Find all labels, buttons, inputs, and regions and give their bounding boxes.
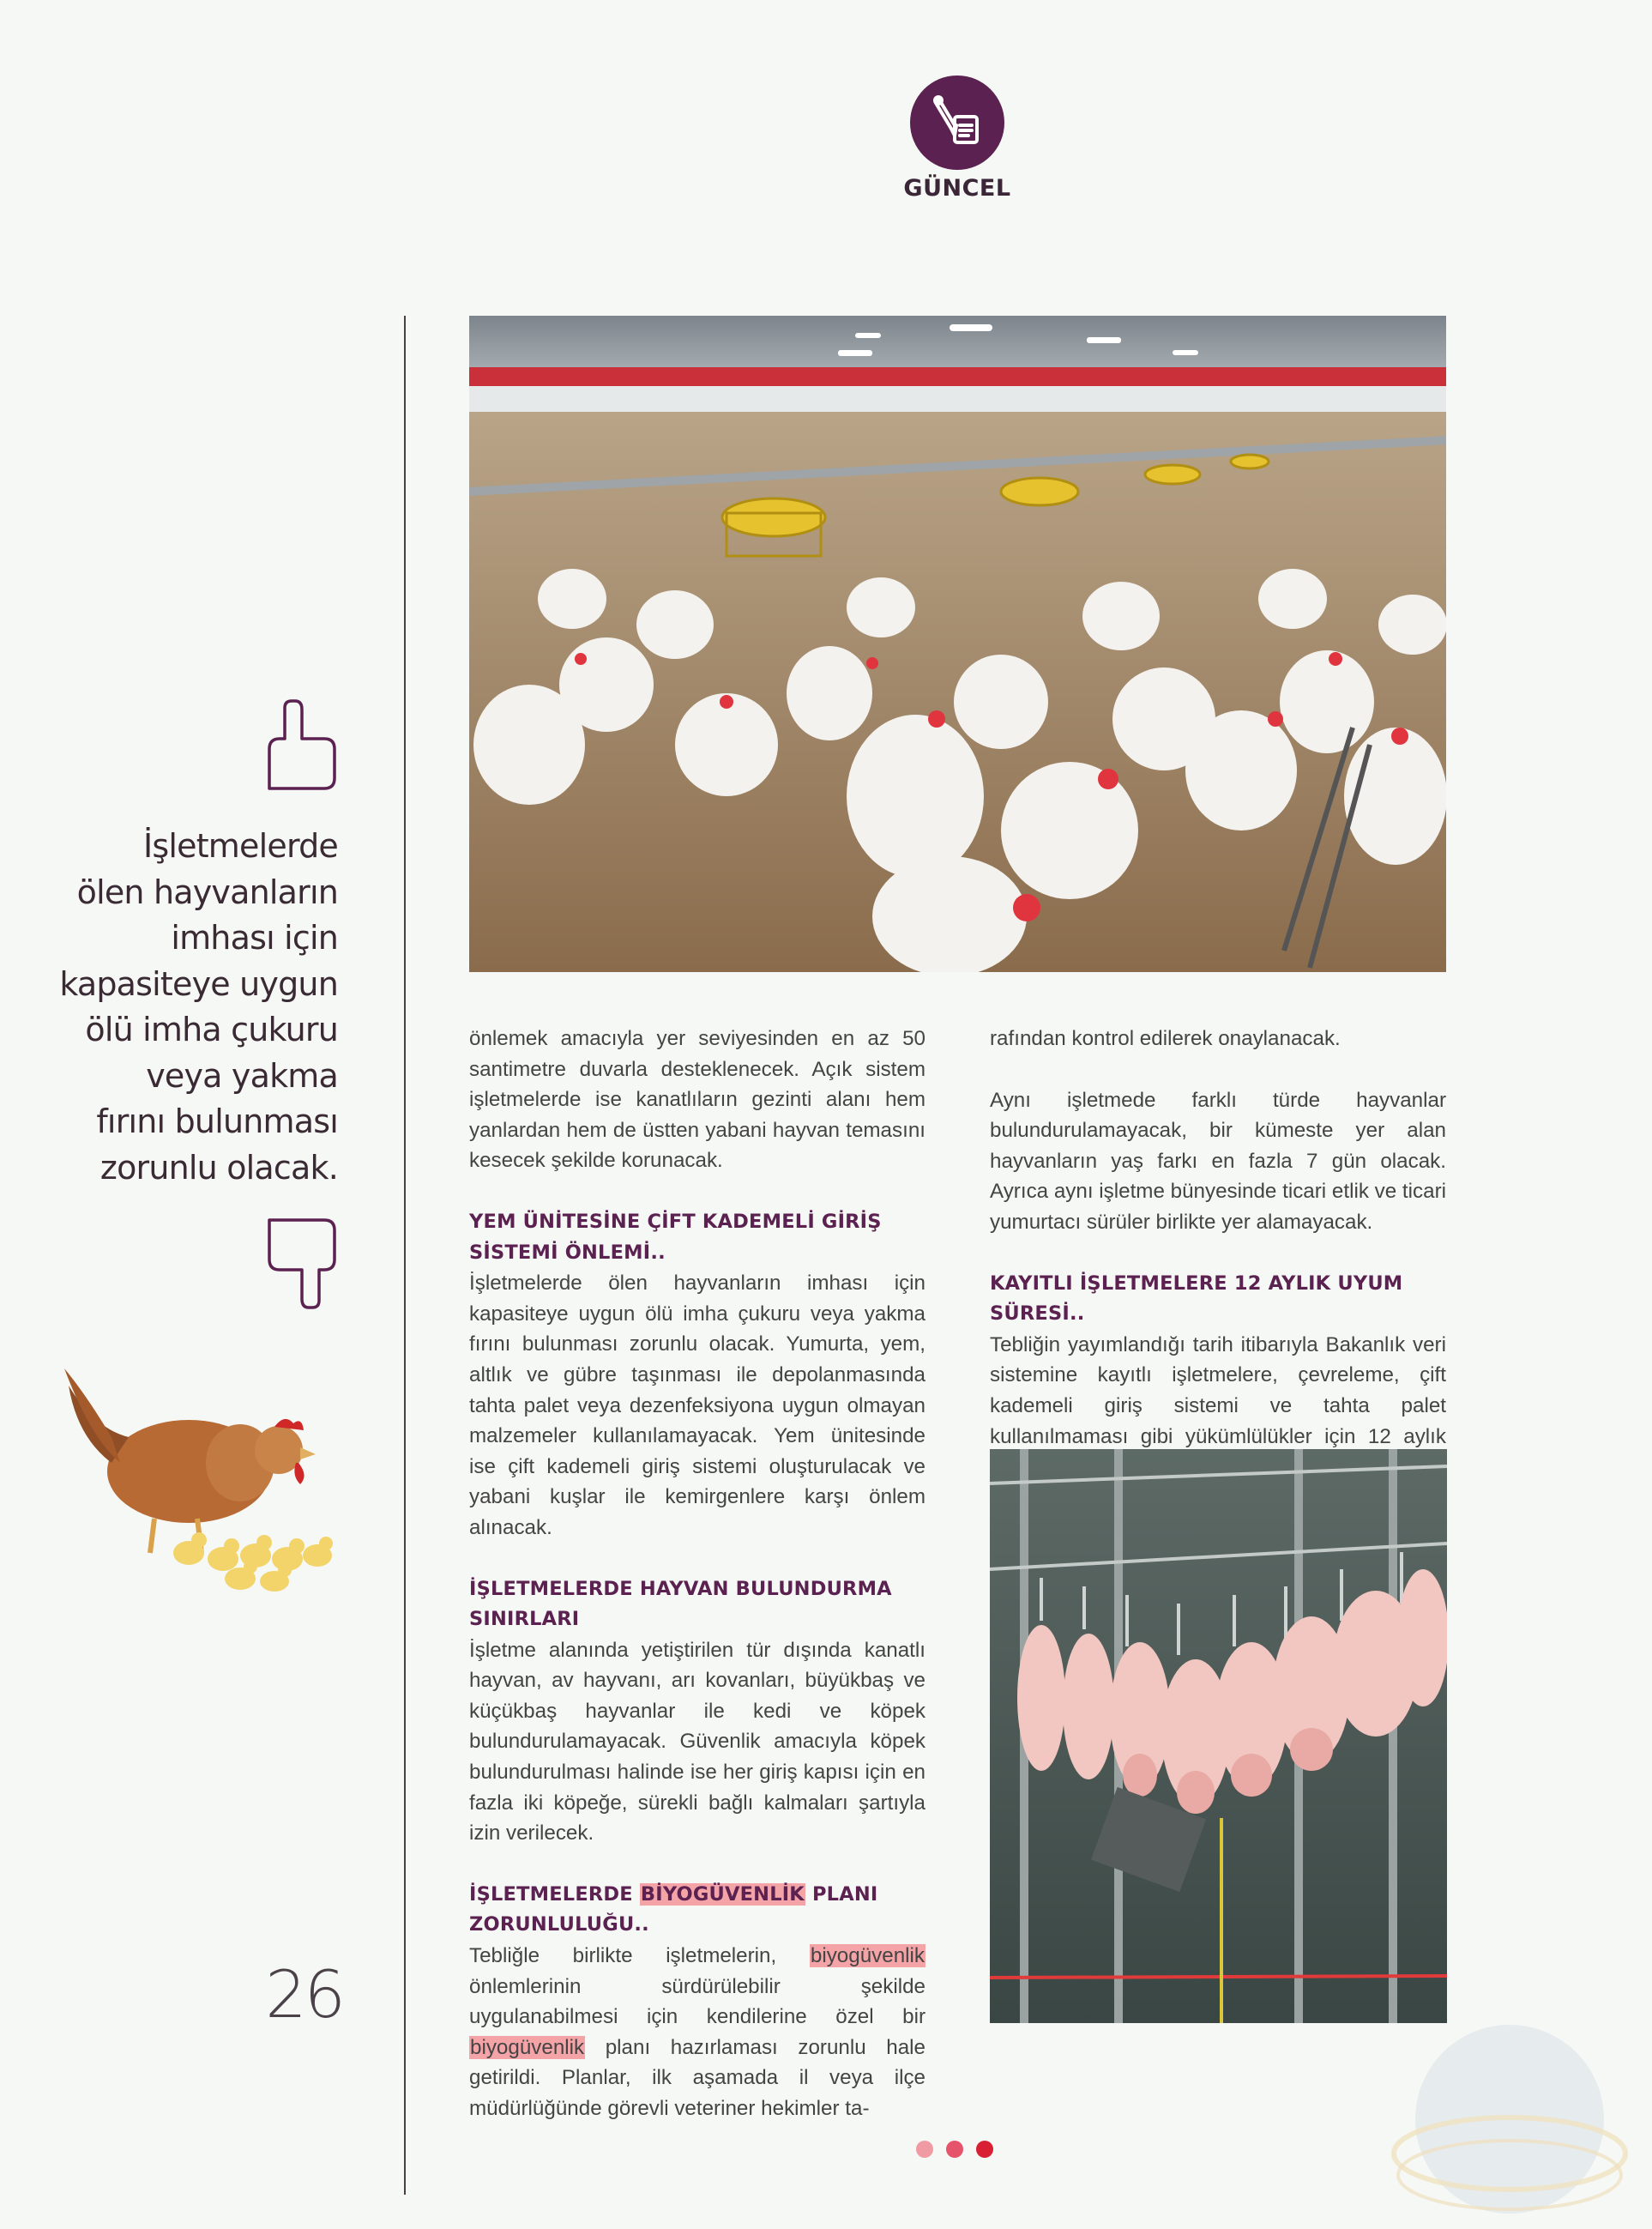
text-run: Tebliğle birlikte işletmelerin, bbox=[469, 1944, 810, 1968]
subheading bbox=[469, 1880, 925, 1941]
article-column-right bbox=[990, 1024, 1446, 1483]
text-run: önlemlerinin sürdürülebilir şekilde uygulanabilmesi için kendilerine özel bir bbox=[469, 1974, 925, 2029]
quote-close-icon bbox=[266, 1218, 338, 1309]
processing-line-chickens-photo bbox=[990, 1449, 1447, 2023]
section-icon bbox=[910, 76, 1004, 170]
quote-line: imhası için bbox=[171, 919, 338, 957]
text-run: planı hazırlaması zorunlu hale getirildi. Planlar, ilk aşamada il veya ilçe müdürlüğünde görevli veteriner hekimler ta- bbox=[469, 2035, 925, 2120]
paragraph: İşletme alanında yetiştirilen tür dışında kanatlı hayvan, av hayvanı, arı kovanları, büyükbaş ve küçükbaş hayvanlar ile kedi ve köpek bulundurulamayacak. Güvenlik amacıyla köpek bulundurulması halinde ise her giriş kapısı için en fazla iki köpeğe, sürekli bağlı kalmaları şartıyla izin verilecek. bbox=[469, 1638, 925, 1845]
paragraph: Aynı işletmede farklı türde hayvanlar bulundurulamayacak, bir kümeste yer alan hayvanların yaş farkı en fazla 7 gün olacak. Ayrıca aynı işletme bünyesinde ticari etlik ve ticari yumurtacı sürüler birlikte yer alamayacak. bbox=[990, 1088, 1446, 1234]
pen-document-icon bbox=[910, 76, 1004, 170]
highlighted-term: biyogüvenlik bbox=[470, 2035, 585, 2059]
subheading-part: İŞLETMELERDE bbox=[469, 1882, 640, 1906]
subheading-part: PLANI ZORUNLULUĞU.. bbox=[469, 1882, 878, 1936]
paragraph: rafından kontrol edilerek onaylanacak. bbox=[990, 1027, 1341, 1050]
quote-open-icon bbox=[266, 699, 338, 790]
quote-line: kapasiteye uygun bbox=[59, 964, 338, 1003]
section-label: GÜNCEL bbox=[903, 175, 1011, 202]
paragraph: Tebliğin yayımlandığı tarih itibarıyla Bakanlık veri sistemine kayıtlı işletmelere, çevreleme, çift kademeli giriş sistemi ve tahta palet kullanılmaması gibi yükümlülükler için 12 aylık bbox=[990, 1332, 1446, 1448]
quote-line: ölen hayvanların bbox=[76, 873, 338, 911]
dot-light bbox=[916, 2141, 933, 2158]
paragraph: önlemek amacıyla yer seviyesinden en az 50 santimetre duvarla desteklenecek. Açık sistem işletmelerde ise kanatlıların gezinti alanı hem yanlardan hem de üstten yabani hayvan temasını kesecek şekilde korunacak. bbox=[469, 1027, 925, 1173]
poultry-house-chickens-photo bbox=[469, 316, 1446, 972]
paragraph: İşletmelerde ölen hayvanların imhası için kapasiteye uygun ölü imha çukuru veya yakma fırını bulunması zorunlu olacak. Yumurta, yem, altlık ve gübre taşınması ile depolanmasında tahta palet veya dezenfeksiyona uygun olmayan malzemeler kullanılamayacak. Yem ünitesinde ise çift kademeli giriş sistemi oluşturulacak ve yabani kuşlar ile kemirgenlere karşı önlem alınacak. bbox=[469, 1272, 925, 1539]
pull-quote bbox=[51, 824, 338, 1191]
vertical-divider bbox=[404, 316, 406, 2195]
highlighted-term: biyogüvenlik bbox=[810, 1944, 925, 1968]
quote-line: zorunlu olacak. bbox=[99, 1148, 338, 1187]
quote-line: fırını bulunması bbox=[96, 1102, 338, 1140]
dot-dark bbox=[976, 2141, 993, 2158]
paragraph bbox=[469, 1941, 925, 2124]
highlighted-term: BİYOGÜVENLİK bbox=[640, 1882, 805, 1906]
subheading: İŞLETMELERDE HAYVAN BULUNDURMA SINIRLARI bbox=[469, 1577, 892, 1631]
subheading: KAYITLI İŞLETMELERE 12 AYLIK UYUM SÜRESİ.. bbox=[990, 1272, 1403, 1326]
page-number: 26 bbox=[265, 1956, 343, 2033]
quote-line: ölü imha çukuru bbox=[85, 1011, 338, 1048]
quote-line: İşletmelerde bbox=[142, 827, 338, 865]
dot-mid bbox=[946, 2141, 963, 2158]
planet-decoration bbox=[1390, 2025, 1630, 2229]
subheading: YEM ÜNİTESİNE ÇİFT KADEMELİ GİRİŞ SİSTEMİ ÖNLEMİ.. bbox=[469, 1210, 882, 1264]
quote-line: veya yakma bbox=[146, 1056, 338, 1095]
article-column-left bbox=[469, 1024, 925, 2124]
hen-with-chicks-illustration bbox=[60, 1334, 360, 1592]
